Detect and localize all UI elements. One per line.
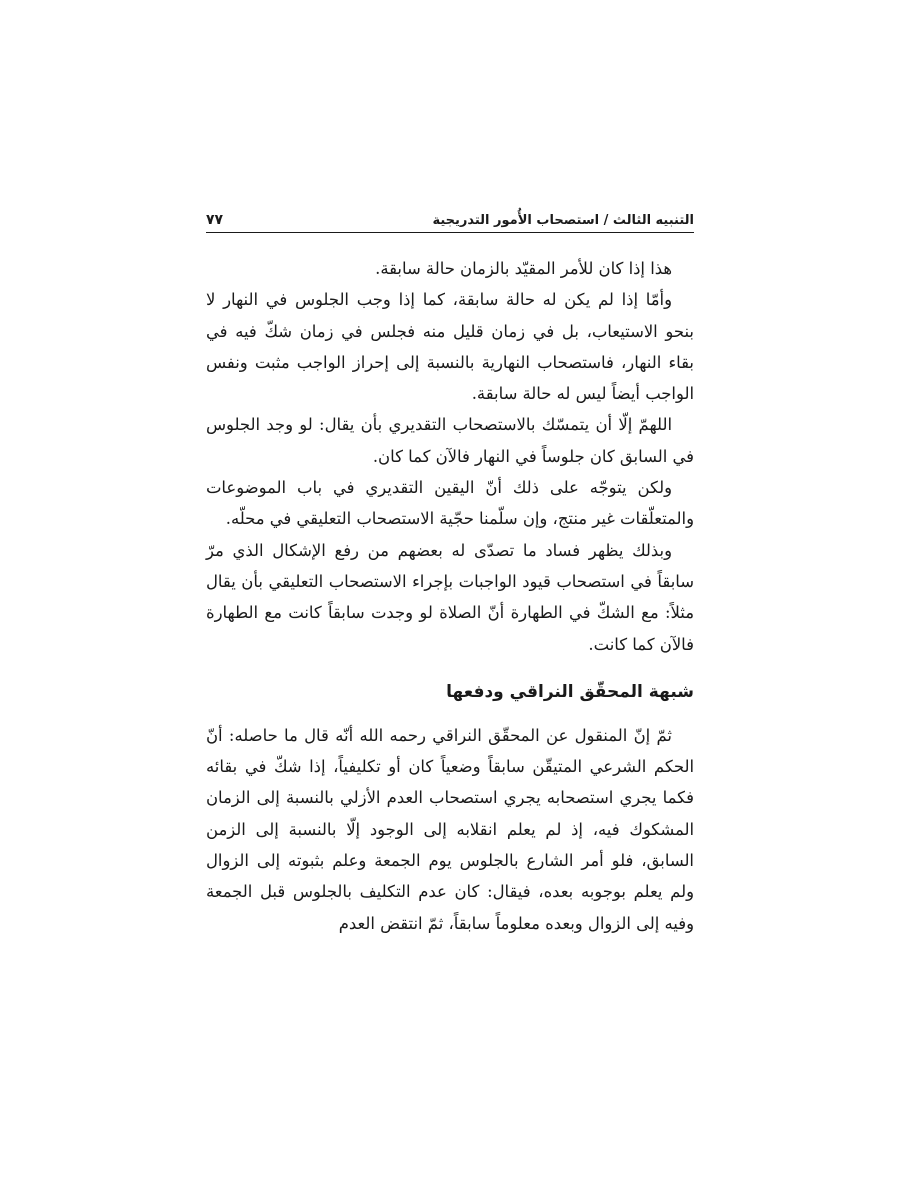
paragraph: وأمّا إذا لم يكن له حالة سابقة، كما إذا وجب الجلوس في النهار لا بنحو الاستيعاب، بل في زمان قليل منه فجلس في زمان شكّ فيه في بقاء النهار، فاستصحاب النهارية بالنسبة إلى إحراز الواجب مثبت ونفس الواجب أيضاً ليس له حالة سابقة.	[206, 290, 694, 404]
running-title: التنبيه الثالث / استصحاب الأُمور التدريجية	[432, 213, 694, 228]
page-header	[206, 206, 694, 233]
paragraph: اللهمّ إلّا أن يتمسّك بالاستصحاب التقديري بأن يقال: لو وجد الجلوس في السابق كان جلوساً في النهار فالآن كما كان.	[206, 415, 694, 466]
paragraph: ثمّ إنّ المنقول عن المحقّق النراقي رحمه الله أنّه قال ما حاصله: أنّ الحكم الشرعي المتيقّن سابقاً وضعياً كان أو تكليفياً، إذا شكّ في بقائه فكما يجري استصحابه يجري استصحاب العدم الأزلي بالنسبة إلى الزمان المشكوك فيه، إذ لم يعلم انقلابه إلى الوجود إلّا بالنسبة إلى الزمن السابق، فلو أمر الشارع بالجلوس يوم الجمعة وعلم بثبوته إلى الزوال ولم يعلم بوجوبه بعده، فيقال: كان عدم التكليف بالجلوس قبل الجمعة وفيه إلى الزوال وبعده معلوماً سابقاً، ثمّ انتقض العدم	[206, 725, 694, 933]
paragraph: وبذلك يظهر فساد ما تصدّى له بعضهم من رفع الإشكال الذي مرّ سابقاً في استصحاب قيود الواجبات بإجراء الاستصحاب التعليقي بأن يقال مثلاً: مع الشكّ في الطهارة أنّ الصلاة لو وجدت سابقاً كانت مع الطهارة فالآن كما كانت.	[206, 540, 694, 654]
paragraph: هذا إذا كان للأمر المقيّد بالزمان حالة سابقة.	[375, 259, 672, 278]
page-body	[206, 253, 694, 939]
paragraph: ولكن يتوجّه على ذلك أنّ اليقين التقديري في باب الموضوعات والمتعلّقات غير منتج، وإن سلّمنا حجّية الاستصحاب التعليقي في محلّه.	[206, 478, 694, 529]
page-number: ٧٧	[206, 212, 224, 228]
document-page	[206, 206, 694, 939]
section-heading: شبهة المحقّق النراقي ودفعها	[446, 681, 694, 702]
